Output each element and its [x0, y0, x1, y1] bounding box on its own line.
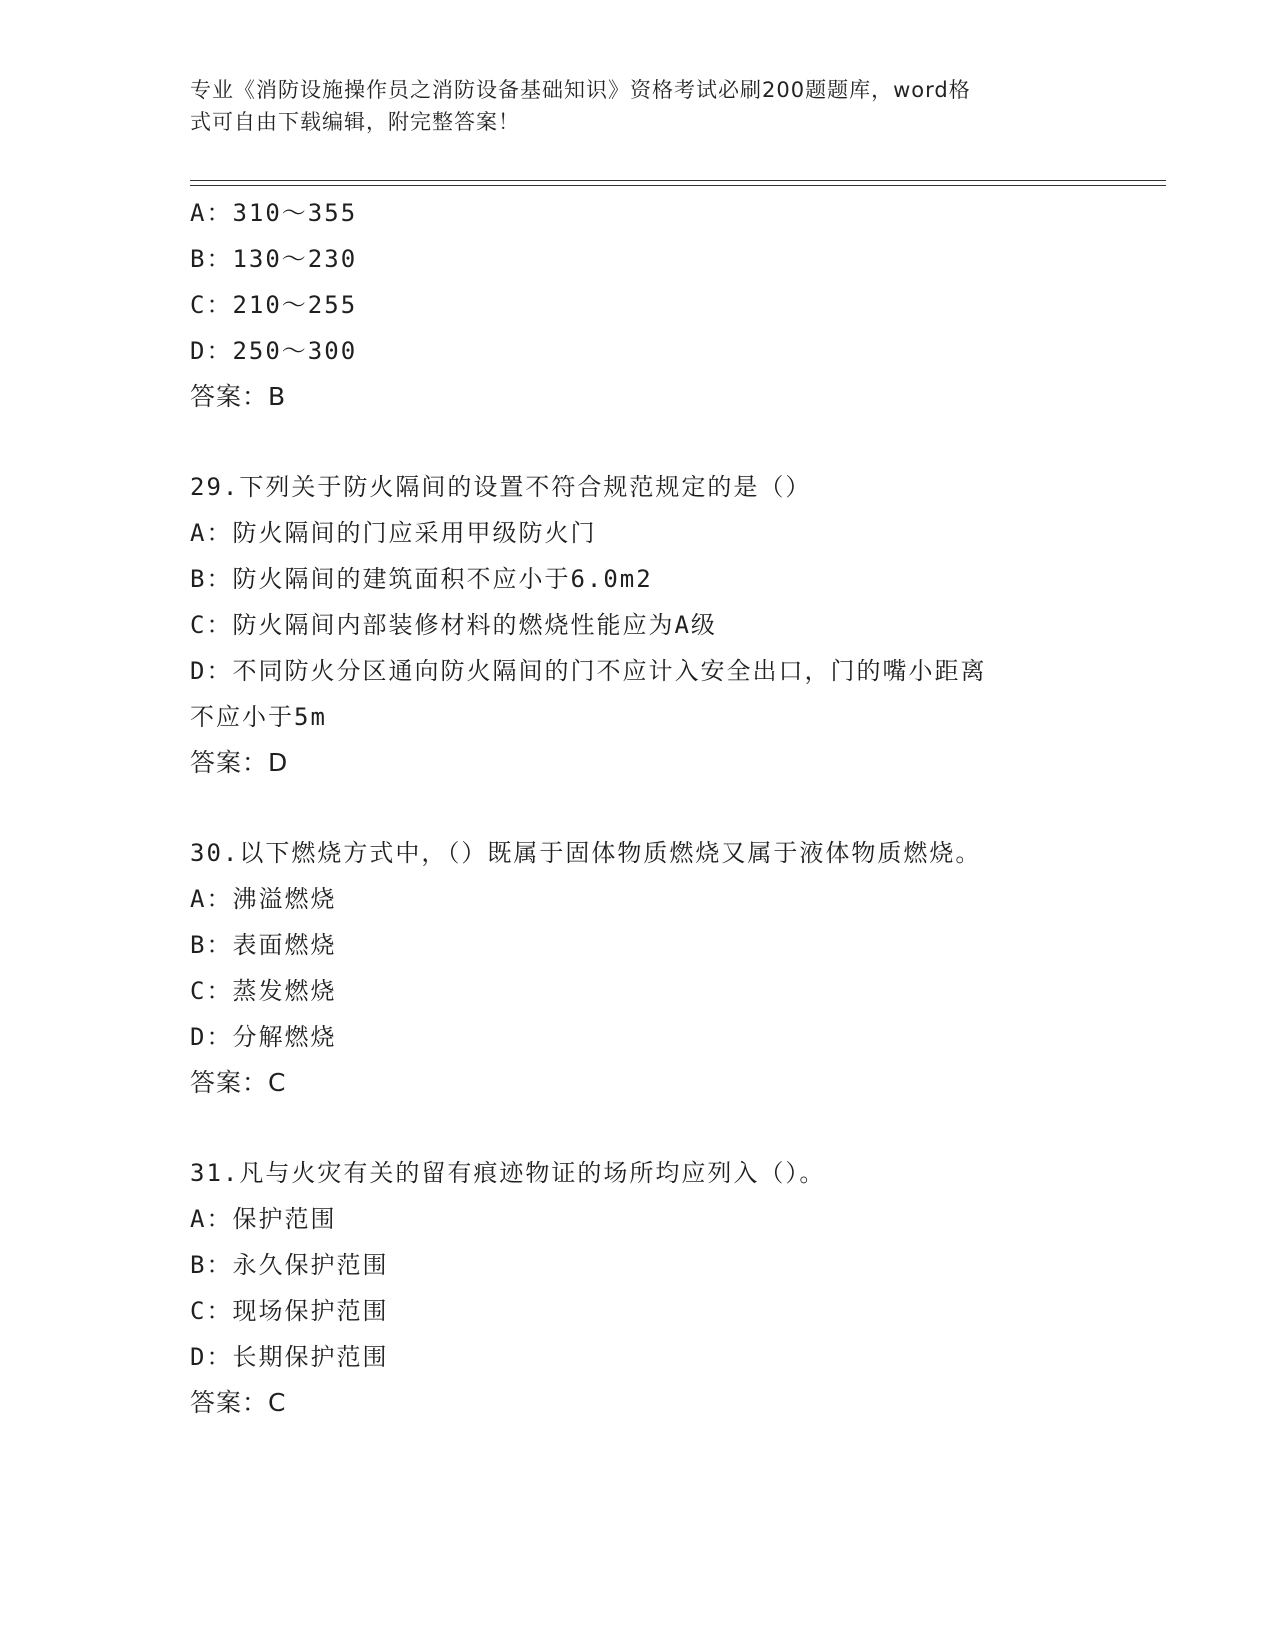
- option-a: A：防火隔间的门应采用甲级防火门: [190, 519, 597, 547]
- option-a: A：310～355: [190, 199, 358, 227]
- header-line-1: 专业《消防设施操作员之消防设备基础知识》资格考试必刷200题题库，word格: [190, 78, 971, 102]
- option-a: A：保护范围: [190, 1205, 337, 1233]
- answer-line: 答案：C: [190, 1068, 287, 1097]
- option-b: B：130～230: [190, 245, 358, 273]
- document-header: [190, 74, 1090, 138]
- question-31: [190, 1150, 1090, 1426]
- option-d: D：长期保护范围: [190, 1343, 389, 1371]
- spacer: [190, 1106, 1090, 1150]
- option-c: C：210～255: [190, 291, 358, 319]
- question-stem: 29.下列关于防火隔间的设置不符合规范规定的是（）: [190, 473, 812, 501]
- spacer: [190, 786, 1090, 830]
- header-divider-bottom: [190, 185, 1166, 186]
- answer-line: 答案：C: [190, 1388, 287, 1417]
- option-d: D：不同防火分区通向防火隔间的门不应计入安全出口，门的嘴小距离: [190, 657, 987, 685]
- option-b: B：永久保护范围: [190, 1251, 389, 1279]
- question-28-continued: [190, 190, 1090, 420]
- spacer: [190, 420, 1090, 464]
- option-b: B：表面燃烧: [190, 931, 337, 959]
- option-c: C：现场保护范围: [190, 1297, 389, 1325]
- option-b: B：防火隔间的建筑面积不应小于6.0m2: [190, 565, 653, 593]
- question-stem: 30.以下燃烧方式中，（）既属于固体物质燃烧又属于液体物质燃烧。: [190, 839, 982, 867]
- question-29: [190, 464, 1090, 786]
- question-content: [190, 190, 1090, 1426]
- option-d-continued: 不应小于5m: [190, 703, 327, 731]
- option-c: C：蒸发燃烧: [190, 977, 337, 1005]
- option-c: C：防火隔间内部装修材料的燃烧性能应为A级: [190, 611, 717, 639]
- option-a: A：沸溢燃烧: [190, 885, 337, 913]
- answer-line: 答案：D: [190, 748, 289, 777]
- question-30: [190, 830, 1090, 1106]
- option-d: D：250～300: [190, 337, 358, 365]
- question-stem: 31.凡与火灾有关的留有痕迹物证的场所均应列入（）。: [190, 1159, 826, 1187]
- header-divider-top: [190, 180, 1166, 181]
- answer-line: 答案：B: [190, 382, 287, 411]
- option-d: D：分解燃烧: [190, 1023, 337, 1051]
- header-line-2: 式可自由下载编辑，附完整答案！: [190, 110, 520, 134]
